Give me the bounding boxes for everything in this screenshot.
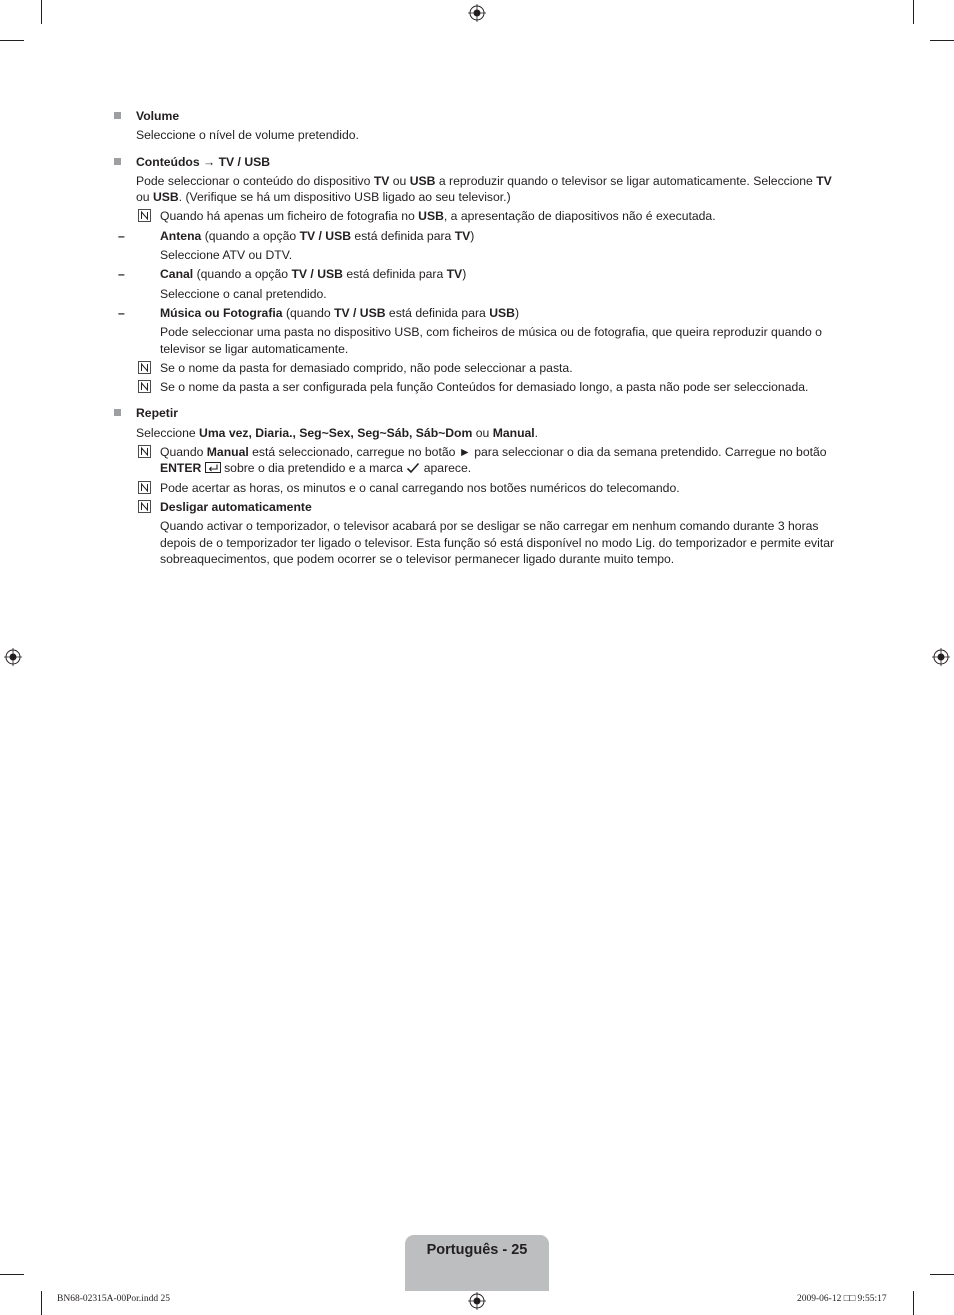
- section-body: Seleccione o nível de volume pretendido.: [136, 128, 359, 143]
- bold-text: Manual: [492, 425, 535, 440]
- dash-marker: –: [118, 228, 125, 243]
- text-run: , a apresentação de diapositivos não é executada.: [443, 209, 716, 224]
- text-run: (quando a opção: [193, 267, 292, 282]
- sub-item-body: Seleccione o canal pretendido.: [160, 286, 327, 301]
- sub-item-body: Seleccione ATV ou DTV.: [160, 248, 293, 263]
- note-icon: [138, 500, 151, 513]
- bold-text: TV / USB: [291, 267, 343, 282]
- note-icon: [138, 481, 151, 494]
- crop-mark: [913, 0, 914, 24]
- bold-text: Canal: [160, 267, 194, 282]
- text-run: Quando há apenas um ficheiro de fotografia no: [160, 209, 419, 224]
- section-intro: [136, 173, 842, 206]
- text-run: ou: [136, 190, 153, 205]
- bold-text: USB: [409, 173, 436, 188]
- crop-mark: [41, 0, 42, 24]
- crop-mark: [0, 40, 24, 41]
- note-item: [136, 360, 842, 376]
- note-item: [136, 444, 842, 477]
- section-intro: [136, 425, 842, 441]
- sub-item-antena: [112, 228, 842, 264]
- crop-mark: [930, 1274, 954, 1275]
- text-run: .: [534, 425, 539, 440]
- square-bullet-icon: [114, 112, 121, 119]
- sub-item-musica: [112, 305, 842, 357]
- bold-text: TV / USB: [334, 305, 386, 320]
- section-title: Conteúdos → TV / USB: [136, 154, 271, 169]
- crop-mark: [0, 1274, 24, 1275]
- text-run: está definida para: [342, 267, 447, 282]
- sub-item-canal: [112, 266, 842, 302]
- note-item: [136, 208, 842, 224]
- text-run: ou: [389, 173, 410, 188]
- note-icon: [138, 380, 151, 393]
- sub-item-head: [160, 228, 842, 244]
- dash-marker: –: [118, 267, 125, 282]
- text-run: ): [514, 305, 519, 320]
- text-run: está definida para: [351, 228, 455, 243]
- sub-item-head: [160, 266, 842, 282]
- section-title: Repetir: [136, 406, 178, 421]
- text-run: ): [470, 228, 475, 243]
- bold-text: TV: [446, 267, 463, 282]
- page-number: Português - 25: [426, 1242, 528, 1258]
- dash-marker: –: [118, 305, 125, 320]
- crop-mark: [930, 40, 954, 41]
- text-run: Seleccione: [136, 425, 200, 440]
- note-text: Quando activar o temporizador, o televisor acabará por se desligar se não carregar em nenhum comando durante 3 horas depois de o temporizador ter ligado o televisor. Esta função só está disponível no modo Lig. do temporizador e permite evitar sobreaquecimentos, que podem ocorrer se o televisor permanecer ligado durante muito tempo.: [160, 519, 835, 566]
- sub-item-head: [160, 305, 842, 321]
- section-title: Volume: [136, 109, 180, 123]
- bold-text: Antena: [160, 228, 202, 243]
- square-bullet-icon: [114, 158, 121, 165]
- bold-text: TV: [454, 228, 471, 243]
- section-conteudos: [112, 154, 842, 396]
- note-item: [136, 499, 842, 567]
- crop-mark: [41, 1291, 42, 1315]
- section-volume: [112, 108, 842, 144]
- crop-mark: [913, 1291, 914, 1315]
- bold-text: TV: [373, 173, 390, 188]
- checkmark-icon: [406, 462, 420, 474]
- text-run: (quando a opção: [201, 228, 300, 243]
- note-text: Quando Manual está seleccionado, carregue no botão ► para seleccionar o dia da semana pretendido. Carregue no botão ENTER sobre o dia pretendido e a marca aparece.: [160, 445, 827, 476]
- note-item: [136, 480, 842, 496]
- bold-text: USB: [152, 190, 179, 205]
- enter-icon: [205, 462, 221, 473]
- note-text: Se o nome da pasta a ser configurada pela função Conteúdos for demasiado longo, a pasta não pode ser seleccionada.: [160, 380, 809, 395]
- registration-mark-icon: [468, 4, 486, 22]
- note-text: Se o nome da pasta for demasiado comprido, não pode seleccionar a pasta.: [160, 360, 573, 375]
- square-bullet-icon: [114, 409, 121, 416]
- sub-item-body: Pode seleccionar uma pasta no dispositivo USB, com ficheiros de música ou de fotografia, que queira reproduzir quando o televisor se ligar automaticamente.: [160, 325, 822, 356]
- bold-text: USB: [489, 305, 515, 320]
- note-title: Desligar automaticamente: [160, 499, 312, 514]
- note-icon: [138, 209, 151, 222]
- text-run: Pode seleccionar o conteúdo do dispositivo: [136, 173, 374, 188]
- manual-content: [112, 108, 842, 577]
- date-slug: 2009-06-12 □□ 9:55:17: [797, 1294, 887, 1304]
- text-run: ): [462, 267, 467, 282]
- registration-mark-icon: [932, 648, 950, 666]
- file-slug: BN68-02315A-00Por.indd 25: [57, 1294, 170, 1304]
- text-run: (quando: [282, 305, 335, 320]
- bold-text: Música ou Fotografia: [160, 305, 283, 320]
- bold-text: Uma vez, Diaria., Seg~Sex, Seg~Sáb, Sáb~Dom: [199, 425, 473, 440]
- note-text: Pode acertar as horas, os minutos e o canal carregando nos botões numéricos do telecomando.: [160, 480, 680, 495]
- registration-mark-icon: [468, 1292, 486, 1310]
- note-icon: [138, 361, 151, 374]
- registration-mark-icon: [4, 648, 22, 666]
- note-text: [160, 209, 716, 223]
- bold-text: USB: [418, 209, 444, 224]
- bold-text: TV / USB: [299, 228, 352, 243]
- note-item: [136, 379, 842, 395]
- note-icon: [138, 445, 151, 458]
- section-repetir: [112, 405, 842, 567]
- bold-text: TV: [816, 173, 832, 188]
- text-run: está definida para: [385, 305, 490, 320]
- text-run: a reproduzir quando o televisor se ligar automaticamente. Seleccione: [435, 173, 817, 188]
- text-run: . (Verifique se há um dispositivo USB ligado ao seu televisor.): [178, 190, 511, 205]
- text-run: ou: [472, 425, 493, 440]
